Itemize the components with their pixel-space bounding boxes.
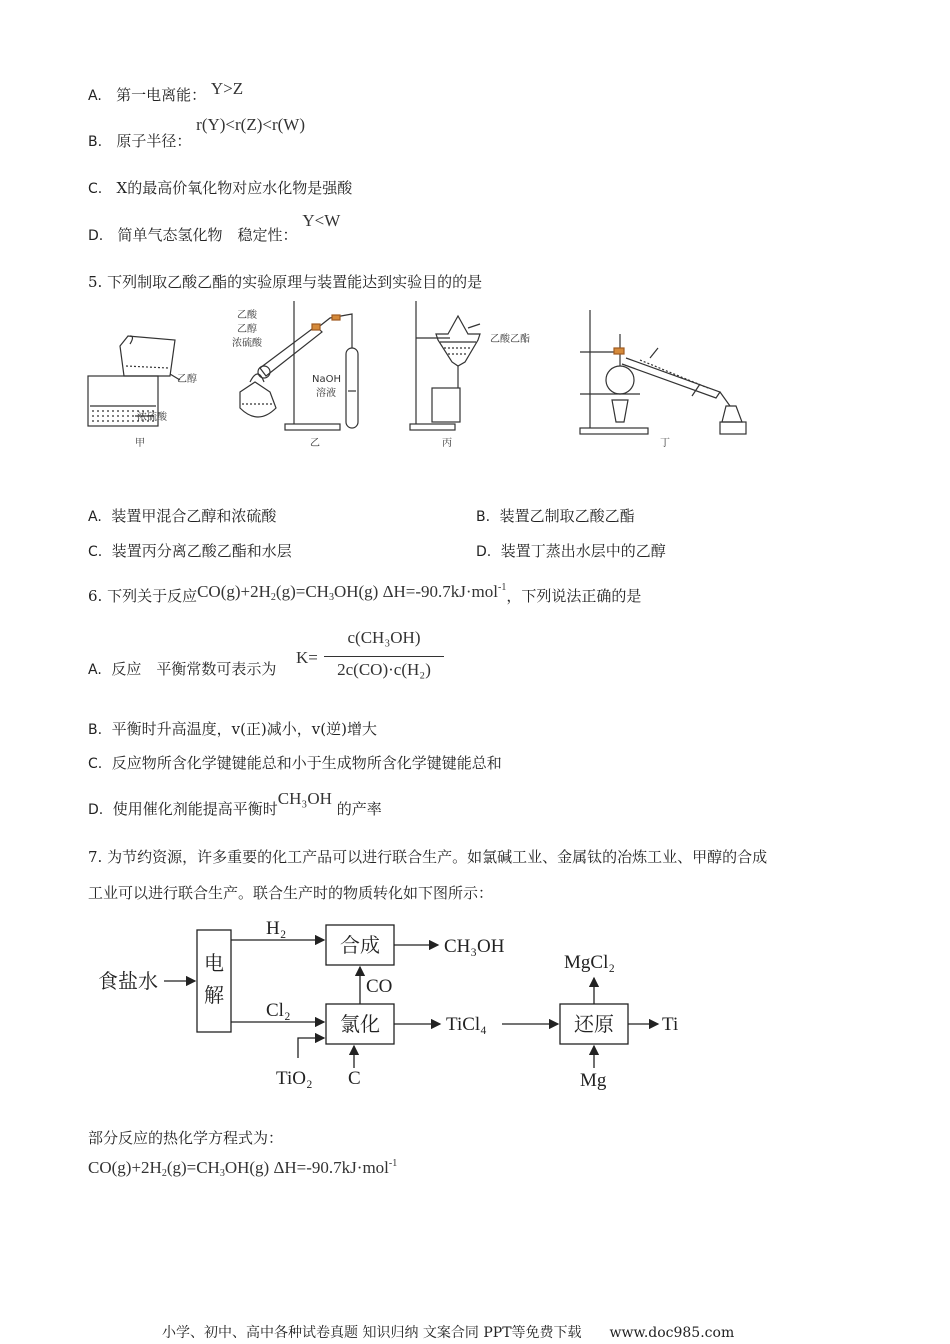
node-chlorination: 氯化 [340,1012,380,1036]
q7-thermo-equation: $CO(g)+2H_2(g)=CH_3OH(g)$ ΔH=-90.7kJ·mol$^{-1}$ [88,1158,398,1179]
label-mgcl2: MgCl₂ [564,952,615,973]
fraction-numerator: c(CH₃OH) [347,628,421,647]
q5-option-d: D. 装置丁蒸出水层中的乙醇 [476,542,666,560]
node-brine: 食盐水 [98,969,158,993]
q4-option-b: B. 原子半径： r(Y)<r(Z)<r(W) [88,115,306,150]
q6-option-d: D. 使用催化剂能提高平衡时CH₃OH 的产率 [88,789,382,818]
q5-option-c: C. 装置丙分离乙酸乙酯和水层 [88,542,292,560]
formula: Y>Z [210,79,244,98]
q5-option-a: A. 装置甲混合乙醇和浓硫酸 [88,507,277,525]
label-conc-acid: 浓硫酸 [137,412,167,423]
label-ticl4: TiCl₄ [446,1014,487,1035]
label-h2: H₂ [266,918,287,939]
formula: Y<W [302,211,341,230]
fraction-denominator: 2c(CO)·c(H₂) [337,660,431,679]
apparatus-yi [240,301,358,430]
node-electrolysis-2: 解 [204,983,224,1007]
q6-stem: 6. 下列关于反应$CO(g)+2H_2(g)=CH_3OH(g)$ ΔH=-90.7kJ·mol$^{-1}$，下列说法正确的是 [88,582,642,605]
label-c: C [348,1068,361,1089]
q4-option-a: A. 第一电离能： Y>Z [88,79,244,104]
label-conc-acid-2: 浓硫酸 [232,338,262,349]
caption-yi: 乙 [310,438,320,449]
q7-stem-line1: 7. 为节约资源，许多重要的化工产品可以进行联合生产。如氯碱工业、金属钛的冶炼工业、甲醇的合成 [88,848,768,866]
node-reduction: 还原 [574,1012,614,1036]
q7-stem-line2: 工业可以进行联合生产。联合生产时的物质转化如下图所示： [88,884,494,902]
label-ester: 乙酸乙酯 [490,334,530,345]
q6-option-a: A. 反应 平衡常数可表示为 [88,660,277,678]
caption-bing: 丙 [442,438,452,449]
formula: r(Y)<r(Z)<r(W) [196,115,306,134]
node-electrolysis-1: 电 [204,951,224,975]
label-acetic-acid: 乙酸 [237,310,257,321]
caption-jia: 甲 [135,438,145,449]
q6-option-c: C. 反应物所含化学键键能总和小于生成物所含化学键键能总和 [88,754,502,772]
label-co: CO [366,976,393,997]
fraction-bar [324,656,444,657]
q5-stem: 5. 下列制取乙酸乙酯的实验原理与装置能达到实验目的的是 [88,273,483,291]
q6-option-b: B. 平衡时升高温度，v(正)减小，v(逆)增大 [88,720,377,738]
q7-flow-diagram [90,910,710,1095]
label-ethanol-2: 乙醇 [237,324,257,335]
q7-partial-label: 部分反应的热化学方程式为： [88,1129,284,1147]
label-tio2: TiO₂ [276,1068,313,1089]
caption-ding: 丁 [660,438,670,449]
label-cl2: Cl₂ [266,1000,291,1021]
label-ethanol: 乙醇 [177,374,197,385]
label-ti: Ti [662,1014,679,1035]
q4-option-c: C. X的最高价氧化物对应水化物是强酸 [88,179,353,197]
apparatus-bing [410,301,480,430]
apparatus-ding [580,310,746,434]
formula: CH₃OH [277,789,332,808]
reaction-equation: $CO(g)+2H_2(g)=CH_3OH(g)$ ΔH=-90.7kJ·mol$^{-1}$ [197,582,507,603]
label-solution: 溶液 [316,388,336,399]
label-mg: Mg [580,1070,607,1091]
label-ch3oh: CH₃OH [444,936,505,957]
label-naoh: NaOH [312,374,341,385]
page-footer: 小学、初中、高中各种试卷真题 知识归纳 文案合同 PPT等免费下载 www.doc985.com [162,1325,735,1341]
q5-option-b: B. 装置乙制取乙酸乙酯 [476,507,635,525]
node-synthesis: 合成 [340,933,380,957]
q4-option-d: D. 简单气态氢化物 稳定性： Y<W [88,211,341,244]
q5-apparatus-figure [80,296,770,456]
